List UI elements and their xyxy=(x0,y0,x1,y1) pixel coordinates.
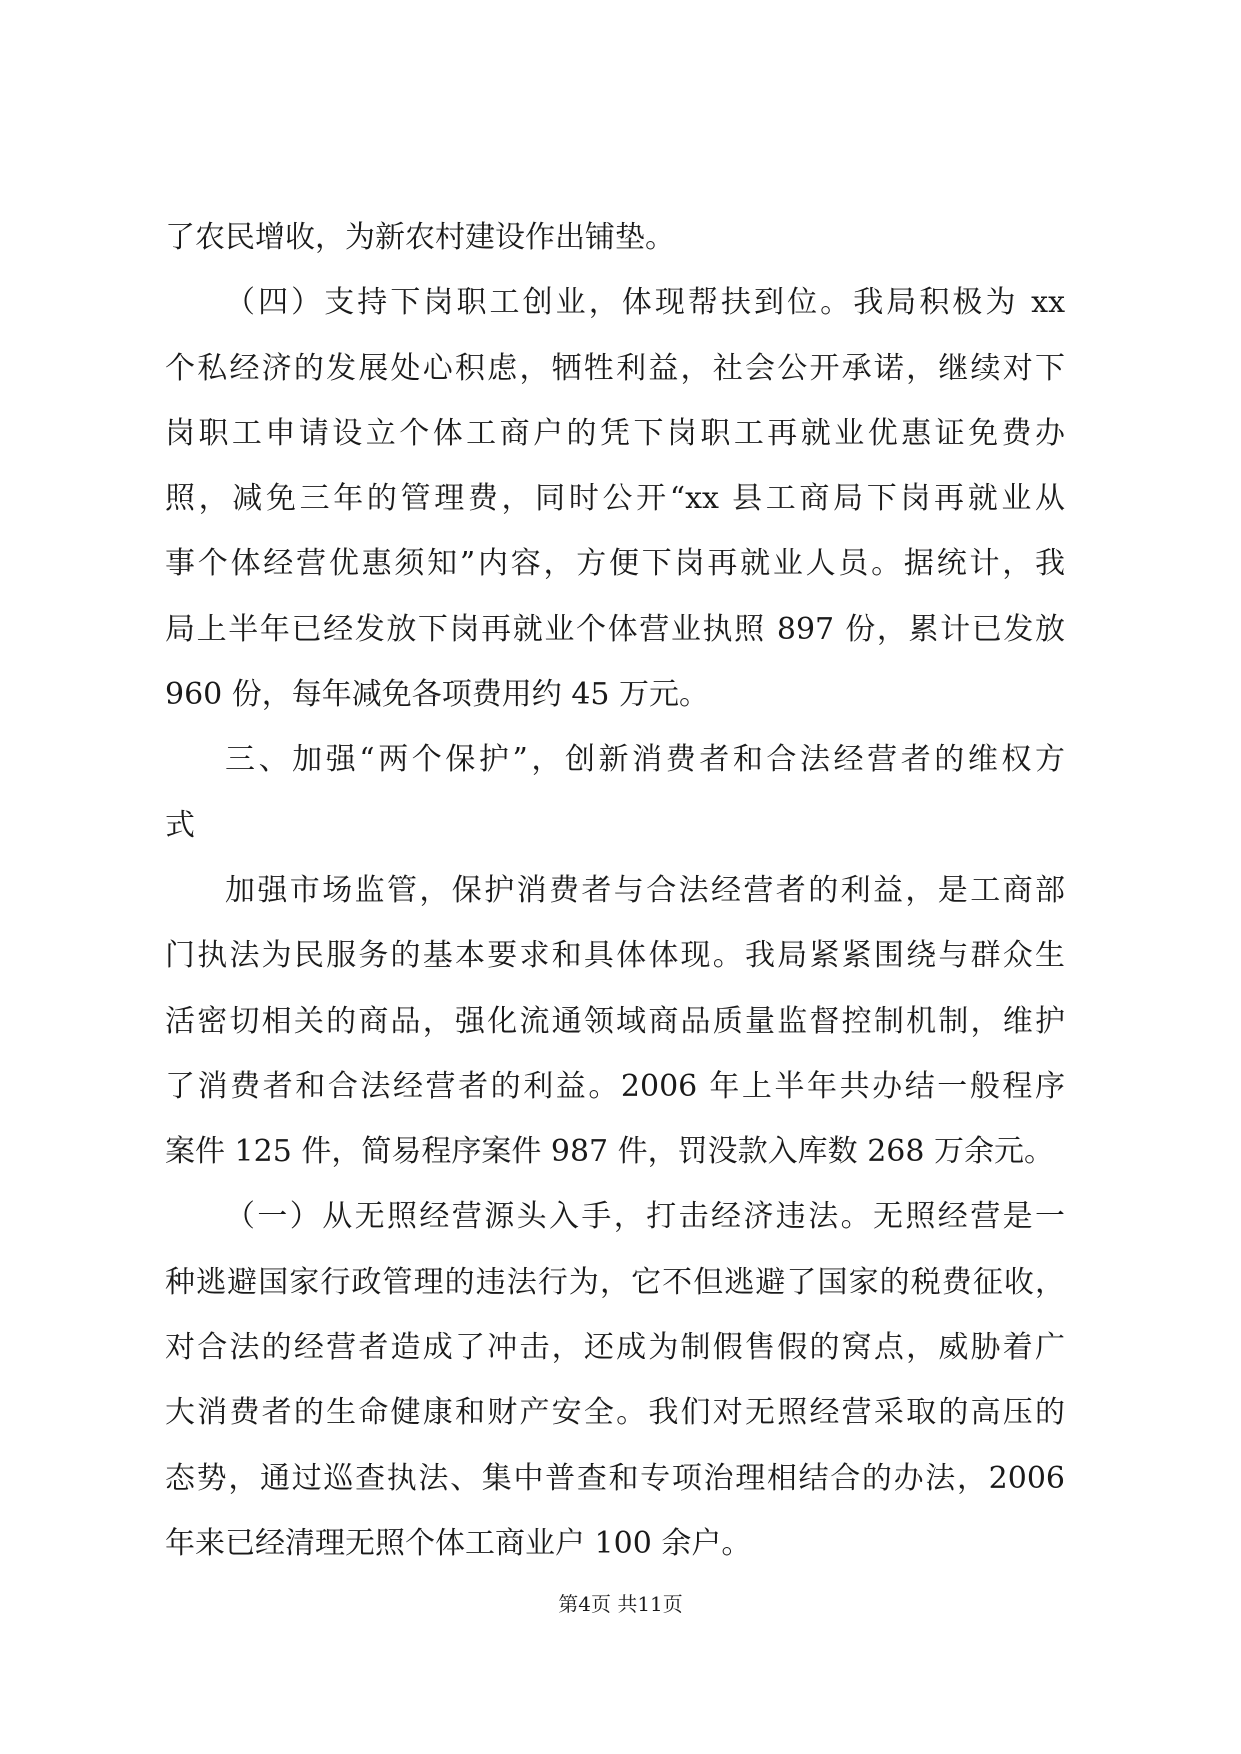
text-line: 事个体经营优惠须知”内容，方便下岗再就业人员。据统计，我 xyxy=(165,546,1065,582)
page-footer: 第4页 共11页 xyxy=(558,1592,683,1616)
text-line: 岗职工申请设立个体工商户的凭下岗职工再就业优惠证免费办 xyxy=(165,415,1065,451)
text-line: 了消费者和合法经营者的利益。2006 年上半年共办结一般程序 xyxy=(165,1068,1065,1104)
text-line: 门执法为民服务的基本要求和具体体现。我局紧紧围绕与群众生 xyxy=(165,938,1065,974)
text-line: 照，减免三年的管理费，同时公开“xx 县工商局下岗再就业从 xyxy=(165,481,1065,517)
text-line: 大消费者的生命健康和财产安全。我们对无照经营采取的高压的 xyxy=(165,1395,1065,1431)
text-line: 960 份，每年减免各项费用约 45 万元。 xyxy=(165,677,710,713)
text-line: 态势，通过巡查执法、集中普查和专项治理相结合的办法，2006 xyxy=(165,1460,1065,1496)
text-line: 案件 125 件，简易程序案件 987 件，罚没款入库数 268 万余元。 xyxy=(165,1134,1054,1170)
body-text xyxy=(165,205,1065,1576)
text-line: 了农民增收，为新农村建设作出铺垫。 xyxy=(165,220,675,255)
text-line: （四）支持下岗职工创业，体现帮扶到位。我局积极为 xx xyxy=(225,285,1065,321)
text-line: 式 xyxy=(165,807,195,843)
text-line: 三、加强“两个保护”，创新消费者和合法经营者的维权方 xyxy=(225,742,1065,778)
text-line: 种逃避国家行政管理的违法行为，它不但逃避了国家的税费征收， xyxy=(165,1264,1065,1300)
text-line: 活密切相关的商品，强化流通领域商品质量监督控制机制，维护 xyxy=(165,1003,1065,1039)
text-line: 加强市场监管，保护消费者与合法经营者的利益，是工商部 xyxy=(225,872,1065,908)
text-line: 个私经济的发展处心积虑，牺牲利益，社会公开承诺，继续对下 xyxy=(165,350,1065,386)
text-line: 局上半年已经发放下岗再就业个体营业执照 897 份，累计已发放 xyxy=(165,611,1065,647)
text-line: 年来已经清理无照个体工商业户 100 余户。 xyxy=(165,1525,752,1561)
text-line: 对合法的经营者造成了冲击，还成为制假售假的窝点，威胁着广 xyxy=(165,1330,1065,1366)
text-line: （一）从无照经营源头入手，打击经济违法。无照经营是一 xyxy=(225,1199,1065,1235)
